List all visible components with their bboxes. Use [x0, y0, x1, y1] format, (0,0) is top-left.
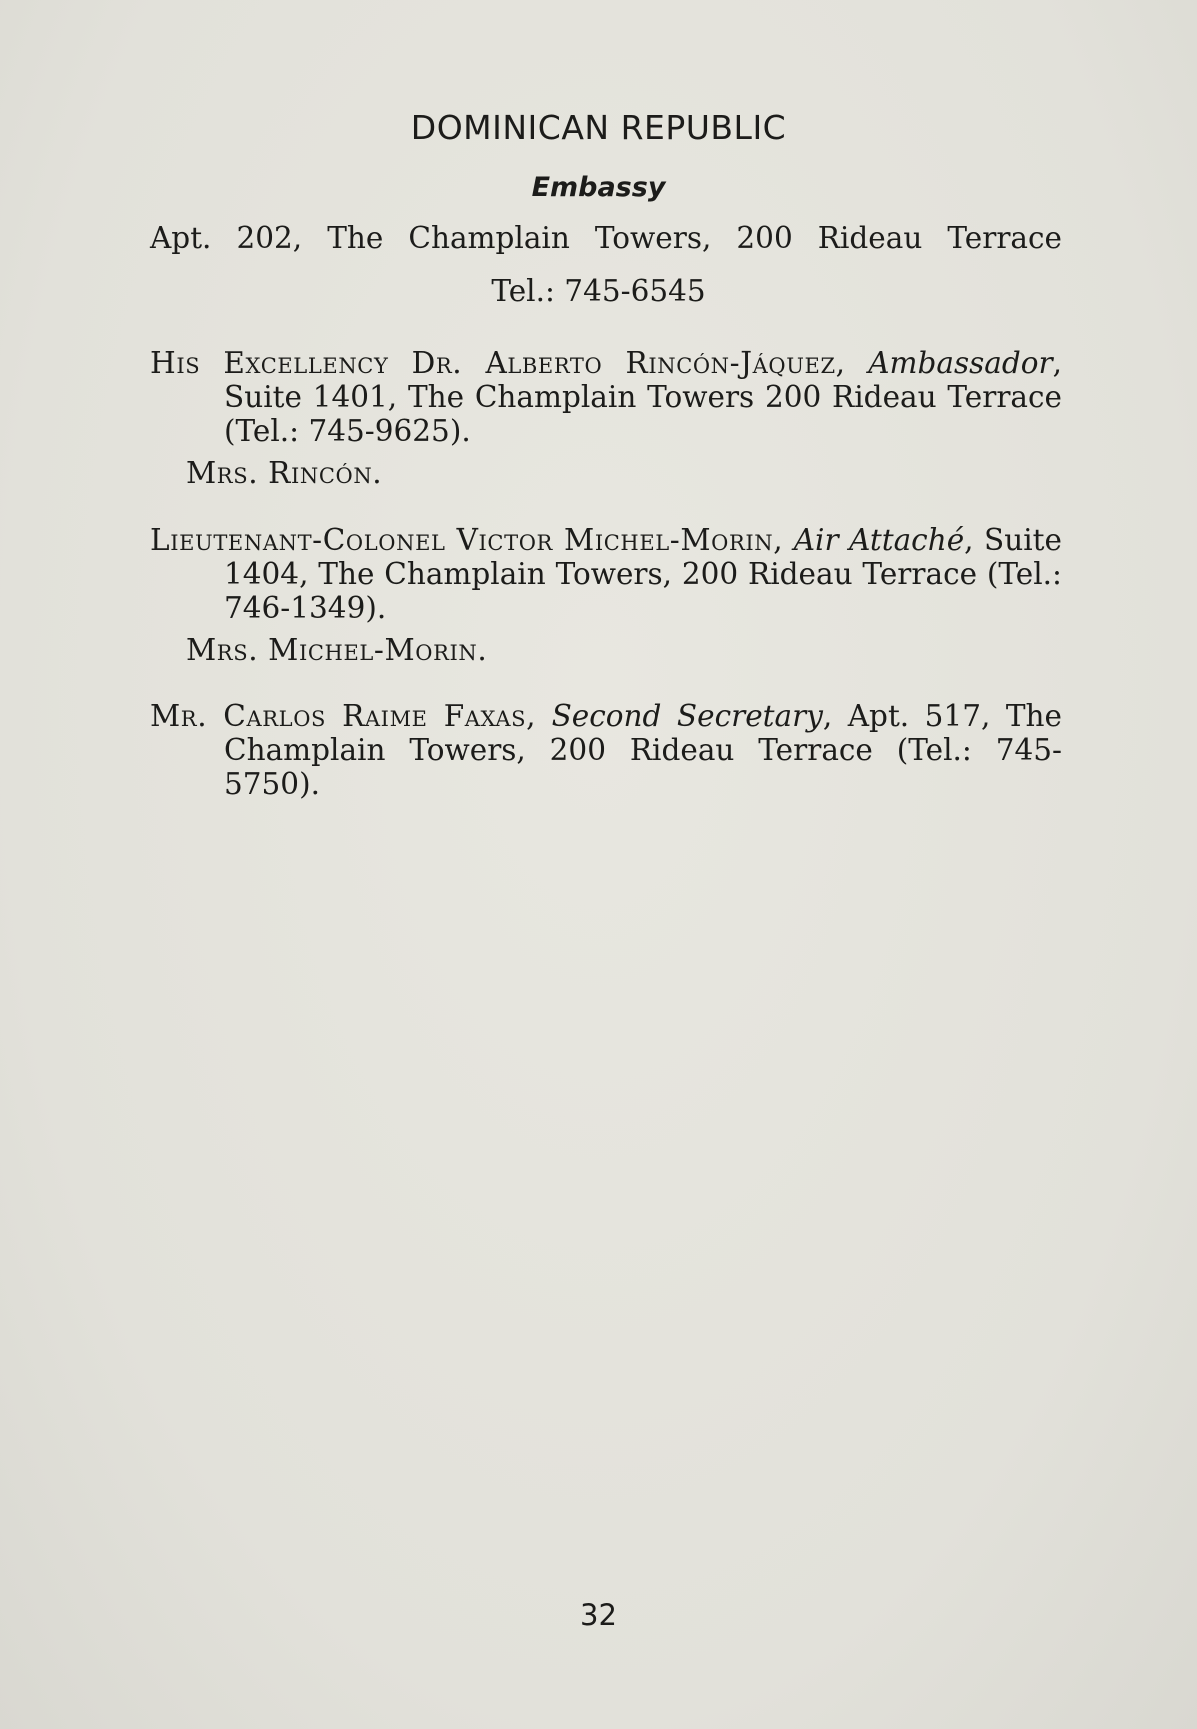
- entry-name: His Excellency Dr. Alberto Rincón-Jáquez,: [150, 346, 846, 380]
- spouse-name: Mrs. Michel-Morin.: [186, 633, 488, 667]
- staff-entry-ambassador: [150, 346, 1062, 448]
- entry-details: , Suite 1401, The Champlain Towers 200 Rideau Terrace (Tel.: 745-9625).: [224, 346, 1062, 448]
- staff-entry-second-secretary: [150, 699, 1062, 801]
- entry-name: Mr. Carlos Raime Faxas,: [150, 699, 537, 733]
- spouse-name: Mrs. Rincón.: [186, 456, 383, 490]
- entry-name: Lieutenant-Colonel Victor Michel-Morin,: [150, 523, 784, 557]
- embassy-telephone: Tel.: 745-6545: [491, 274, 706, 308]
- entry-details: , Apt. 517, The Champlain Towers, 200 Rideau Terrace (Tel.: 745-5750).: [224, 699, 1062, 801]
- entry-role: Air Attaché: [793, 523, 965, 557]
- entry-details: , Suite 1404, The Champlain Towers, 200 Rideau Terrace (Tel.: 746-1349).: [224, 523, 1062, 625]
- entry-role: Second Secretary: [551, 699, 823, 733]
- page-number: 32: [580, 1598, 617, 1632]
- staff-entry-air-attache: [150, 523, 1062, 625]
- spouse-entry-ambassador: [186, 456, 382, 490]
- section-heading: Embassy: [531, 172, 666, 203]
- embassy-address: Apt. 202, The Champlain Towers, 200 Rideau Terrace: [150, 221, 1062, 255]
- spouse-entry-air-attache: [186, 633, 487, 667]
- country-heading: DOMINICAN REPUBLIC: [410, 108, 787, 147]
- entry-role: Ambassador: [868, 346, 1053, 380]
